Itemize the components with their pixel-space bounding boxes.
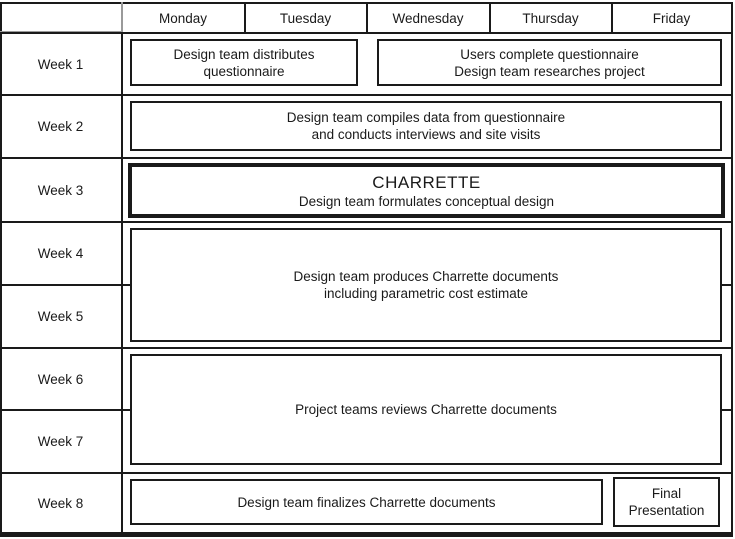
task-bar-week8-final-presentation	[613, 477, 720, 527]
task-bar-week4-5-produce-documents	[130, 228, 722, 342]
day-header-label: Thursday	[522, 10, 579, 26]
task-text-line: Design team compiles data from questionnaire	[286, 110, 566, 125]
week-column-divider	[121, 32, 123, 537]
week-label-text: Week 1	[37, 56, 84, 72]
task-bar-week3-charrette	[128, 163, 725, 218]
week-label-2	[0, 96, 121, 157]
task-bar-week6-7-review-documents	[130, 354, 722, 465]
task-text-line: Final	[651, 486, 682, 501]
week-label-6	[0, 349, 121, 409]
task-text-line: Design team distributes	[173, 46, 315, 62]
task-text-line: Design team formulates conceptual design	[298, 193, 555, 209]
week-label-3	[0, 159, 121, 221]
day-header-label: Friday	[652, 10, 691, 26]
task-bar-week2-compile-data	[130, 101, 722, 151]
week-label-8	[0, 474, 121, 532]
week-label-text: Week 2	[37, 119, 84, 134]
task-bar-week1-distribute-questionnaire	[130, 39, 358, 86]
week-label-text: Week 8	[37, 495, 84, 511]
day-header-wednesday	[367, 4, 489, 32]
task-text-line: Presentation	[628, 503, 705, 518]
day-header-monday	[122, 4, 244, 32]
task-text-line: Design team researches project	[454, 63, 645, 79]
task-text-line: questionnaire	[203, 63, 285, 79]
day-header-thursday	[490, 4, 611, 32]
week-label-5	[0, 286, 121, 347]
task-bar-week8-finalize-documents	[130, 479, 603, 525]
week-label-text: Week 6	[37, 371, 84, 387]
week-label-1	[0, 34, 121, 94]
day-header-friday	[612, 4, 731, 32]
task-bar-week1-users-complete-questionnaire	[377, 39, 722, 86]
task-text-line: Users complete questionnaire	[460, 46, 639, 62]
day-header-tuesday	[245, 4, 366, 32]
week-label-text: Week 3	[37, 182, 84, 198]
day-header-label: Monday	[158, 10, 208, 26]
week-label-text: Week 5	[37, 309, 84, 324]
task-text-line: Project teams reviews Charrette documents	[295, 402, 557, 417]
task-text-line: Design team produces Charrette documents	[293, 269, 559, 284]
charrette-title: CHARRETTE	[372, 172, 481, 192]
day-header-label: Tuesday	[279, 10, 332, 26]
table-bottom-border	[0, 532, 733, 537]
task-text-line: and conducts interviews and site visits	[311, 127, 541, 142]
task-text-line: including parametric cost estimate	[323, 286, 529, 301]
table-right-border	[731, 2, 733, 537]
day-header-label: Wednesday	[392, 10, 464, 26]
task-text-line: Design team finalizes Charrette documents	[237, 494, 496, 510]
week-label-text: Week 4	[37, 246, 84, 261]
week-label-4	[0, 223, 121, 284]
week-label-text: Week 7	[37, 434, 84, 449]
week-label-7	[0, 411, 121, 472]
